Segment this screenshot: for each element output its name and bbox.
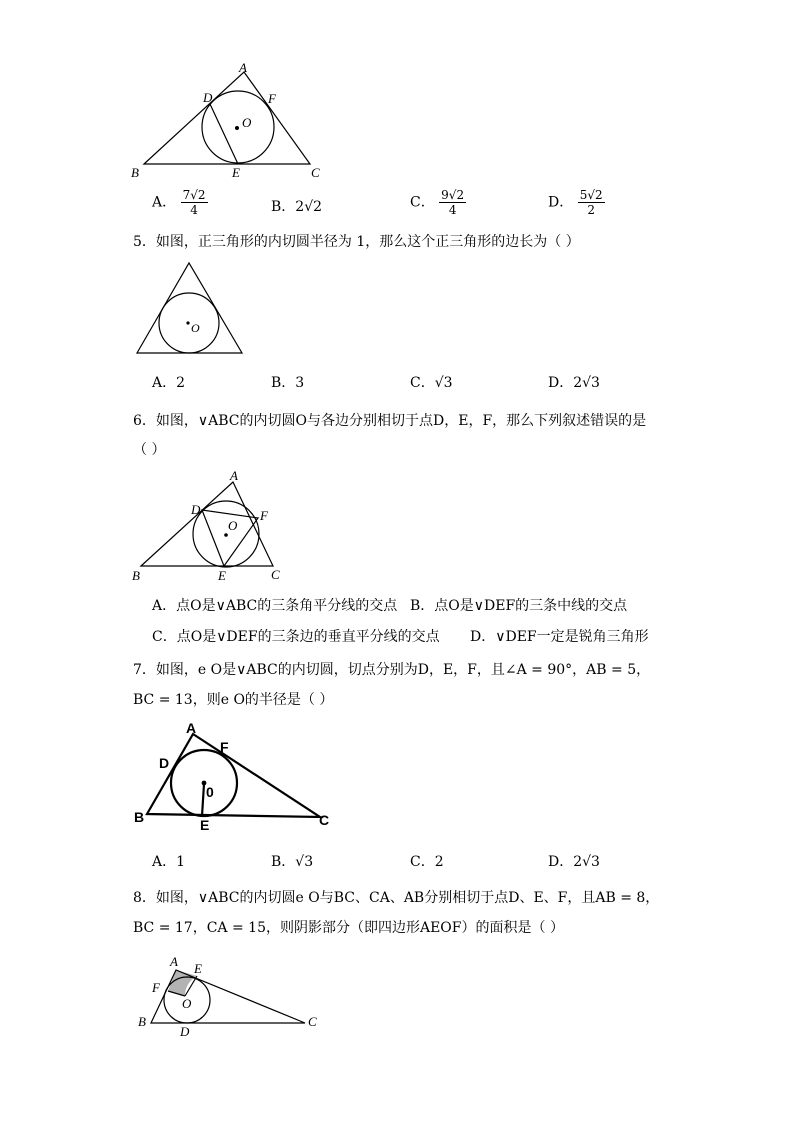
label-b: B [134, 809, 145, 825]
label-o: O [182, 996, 192, 1011]
label-c: C [319, 812, 330, 828]
q5-stem: 5．如图，正三角形的内切圆半径为 1，那么这个正三角形的边长为（ ） [133, 234, 580, 250]
q7-option-a[interactable]: A．1 [152, 854, 186, 870]
q8-stem: 8．如图，∨ABC的内切圆e O与BC、CA、AB分别相切于点D、E、F，且AB = 8， [133, 890, 660, 906]
q4-figure [128, 60, 328, 185]
label-o: 0 [206, 784, 214, 800]
label-b: B [132, 568, 140, 583]
label-e: E [200, 817, 210, 833]
label-c: C [311, 165, 320, 180]
q8-stem-2: BC = 17，CA = 15，则阴影部分（即四边形AEOF）的面积是（ ） [133, 920, 564, 936]
label-a: A [239, 60, 247, 75]
q5-option-a[interactable]: A．2 [152, 375, 186, 391]
center-dot [224, 533, 228, 537]
label-b: B [138, 1014, 146, 1029]
q7-option-b[interactable]: B．√3 [271, 854, 314, 870]
label-e: E [218, 568, 226, 583]
q6-stem: 6．如图，∨ABC的内切圆O与各边分别相切于点D，E，F，那么下列叙述错误的是 [133, 413, 647, 429]
label-f: F [260, 508, 268, 523]
label-e: E [232, 165, 240, 180]
fraction: $\frac{5√2}{2}$ [579, 188, 603, 217]
radius-oe [202, 784, 204, 816]
q6-option-a[interactable]: A．点O是∨ABC的三条角平分线的交点 [152, 598, 398, 614]
q7-stem: 7．如图，e O是∨ABC的内切圆，切点分别为D，E，F，且∠A = 90°，AB = 5， [133, 662, 651, 678]
q4-option-c[interactable]: C． $\frac{9√2}{4}$ [410, 188, 465, 217]
label-o: O [191, 321, 200, 335]
q7-stem-2: BC = 13，则e O的半径是（ ） [133, 692, 334, 708]
fraction: $\frac{7√2}{4}$ [182, 188, 206, 217]
q5-figure [134, 260, 246, 358]
label-f: F [152, 980, 160, 995]
label-a: A [170, 954, 178, 969]
label-a: A [186, 720, 197, 736]
label-o: O [242, 115, 252, 130]
equilateral-triangle [137, 263, 242, 353]
center-dot [235, 126, 239, 130]
label-d: D [191, 502, 201, 517]
label-c: C [308, 1014, 317, 1029]
q6-option-b[interactable]: B．点O是∨DEF的三条中线的交点 [410, 598, 628, 614]
label-d: D [180, 1024, 190, 1039]
label-f: F [268, 91, 276, 106]
q7-figure [130, 716, 338, 834]
q4-option-b[interactable]: B．2√2 [271, 199, 323, 215]
q6-stem-paren: （ ） [133, 442, 166, 458]
q6-option-c[interactable]: C．点O是∨DEF的三条边的垂直平分线的交点 [152, 629, 440, 645]
label-b: B [131, 165, 139, 180]
q8-figure [132, 948, 327, 1040]
q5-option-c[interactable]: C．√3 [410, 375, 453, 391]
label-d: D [203, 90, 213, 105]
label-c: C [271, 567, 280, 582]
fraction: $\frac{9√2}{4}$ [441, 188, 465, 217]
label-o: O [228, 518, 238, 533]
label-a: A [230, 468, 238, 483]
label-d: D [159, 755, 170, 771]
center-dot [186, 321, 189, 324]
segment-de [210, 104, 238, 164]
q5-option-d[interactable]: D．2√3 [548, 375, 600, 391]
q6-option-d[interactable]: D．∨DEF一定是锐角三角形 [470, 629, 649, 645]
q7-option-d[interactable]: D．2√3 [548, 854, 600, 870]
q7-option-c[interactable]: C．2 [410, 854, 444, 870]
q4-option-a[interactable]: A． $\frac{7√2}{4}$ [152, 188, 206, 217]
label-e: E [194, 961, 202, 976]
q5-option-b[interactable]: B．3 [271, 375, 305, 391]
label-f: F [220, 739, 229, 755]
q6-figure [128, 466, 293, 586]
triangle-abc [144, 72, 310, 164]
q4-option-d[interactable]: D． $\frac{5√2}{2}$ [548, 188, 603, 217]
